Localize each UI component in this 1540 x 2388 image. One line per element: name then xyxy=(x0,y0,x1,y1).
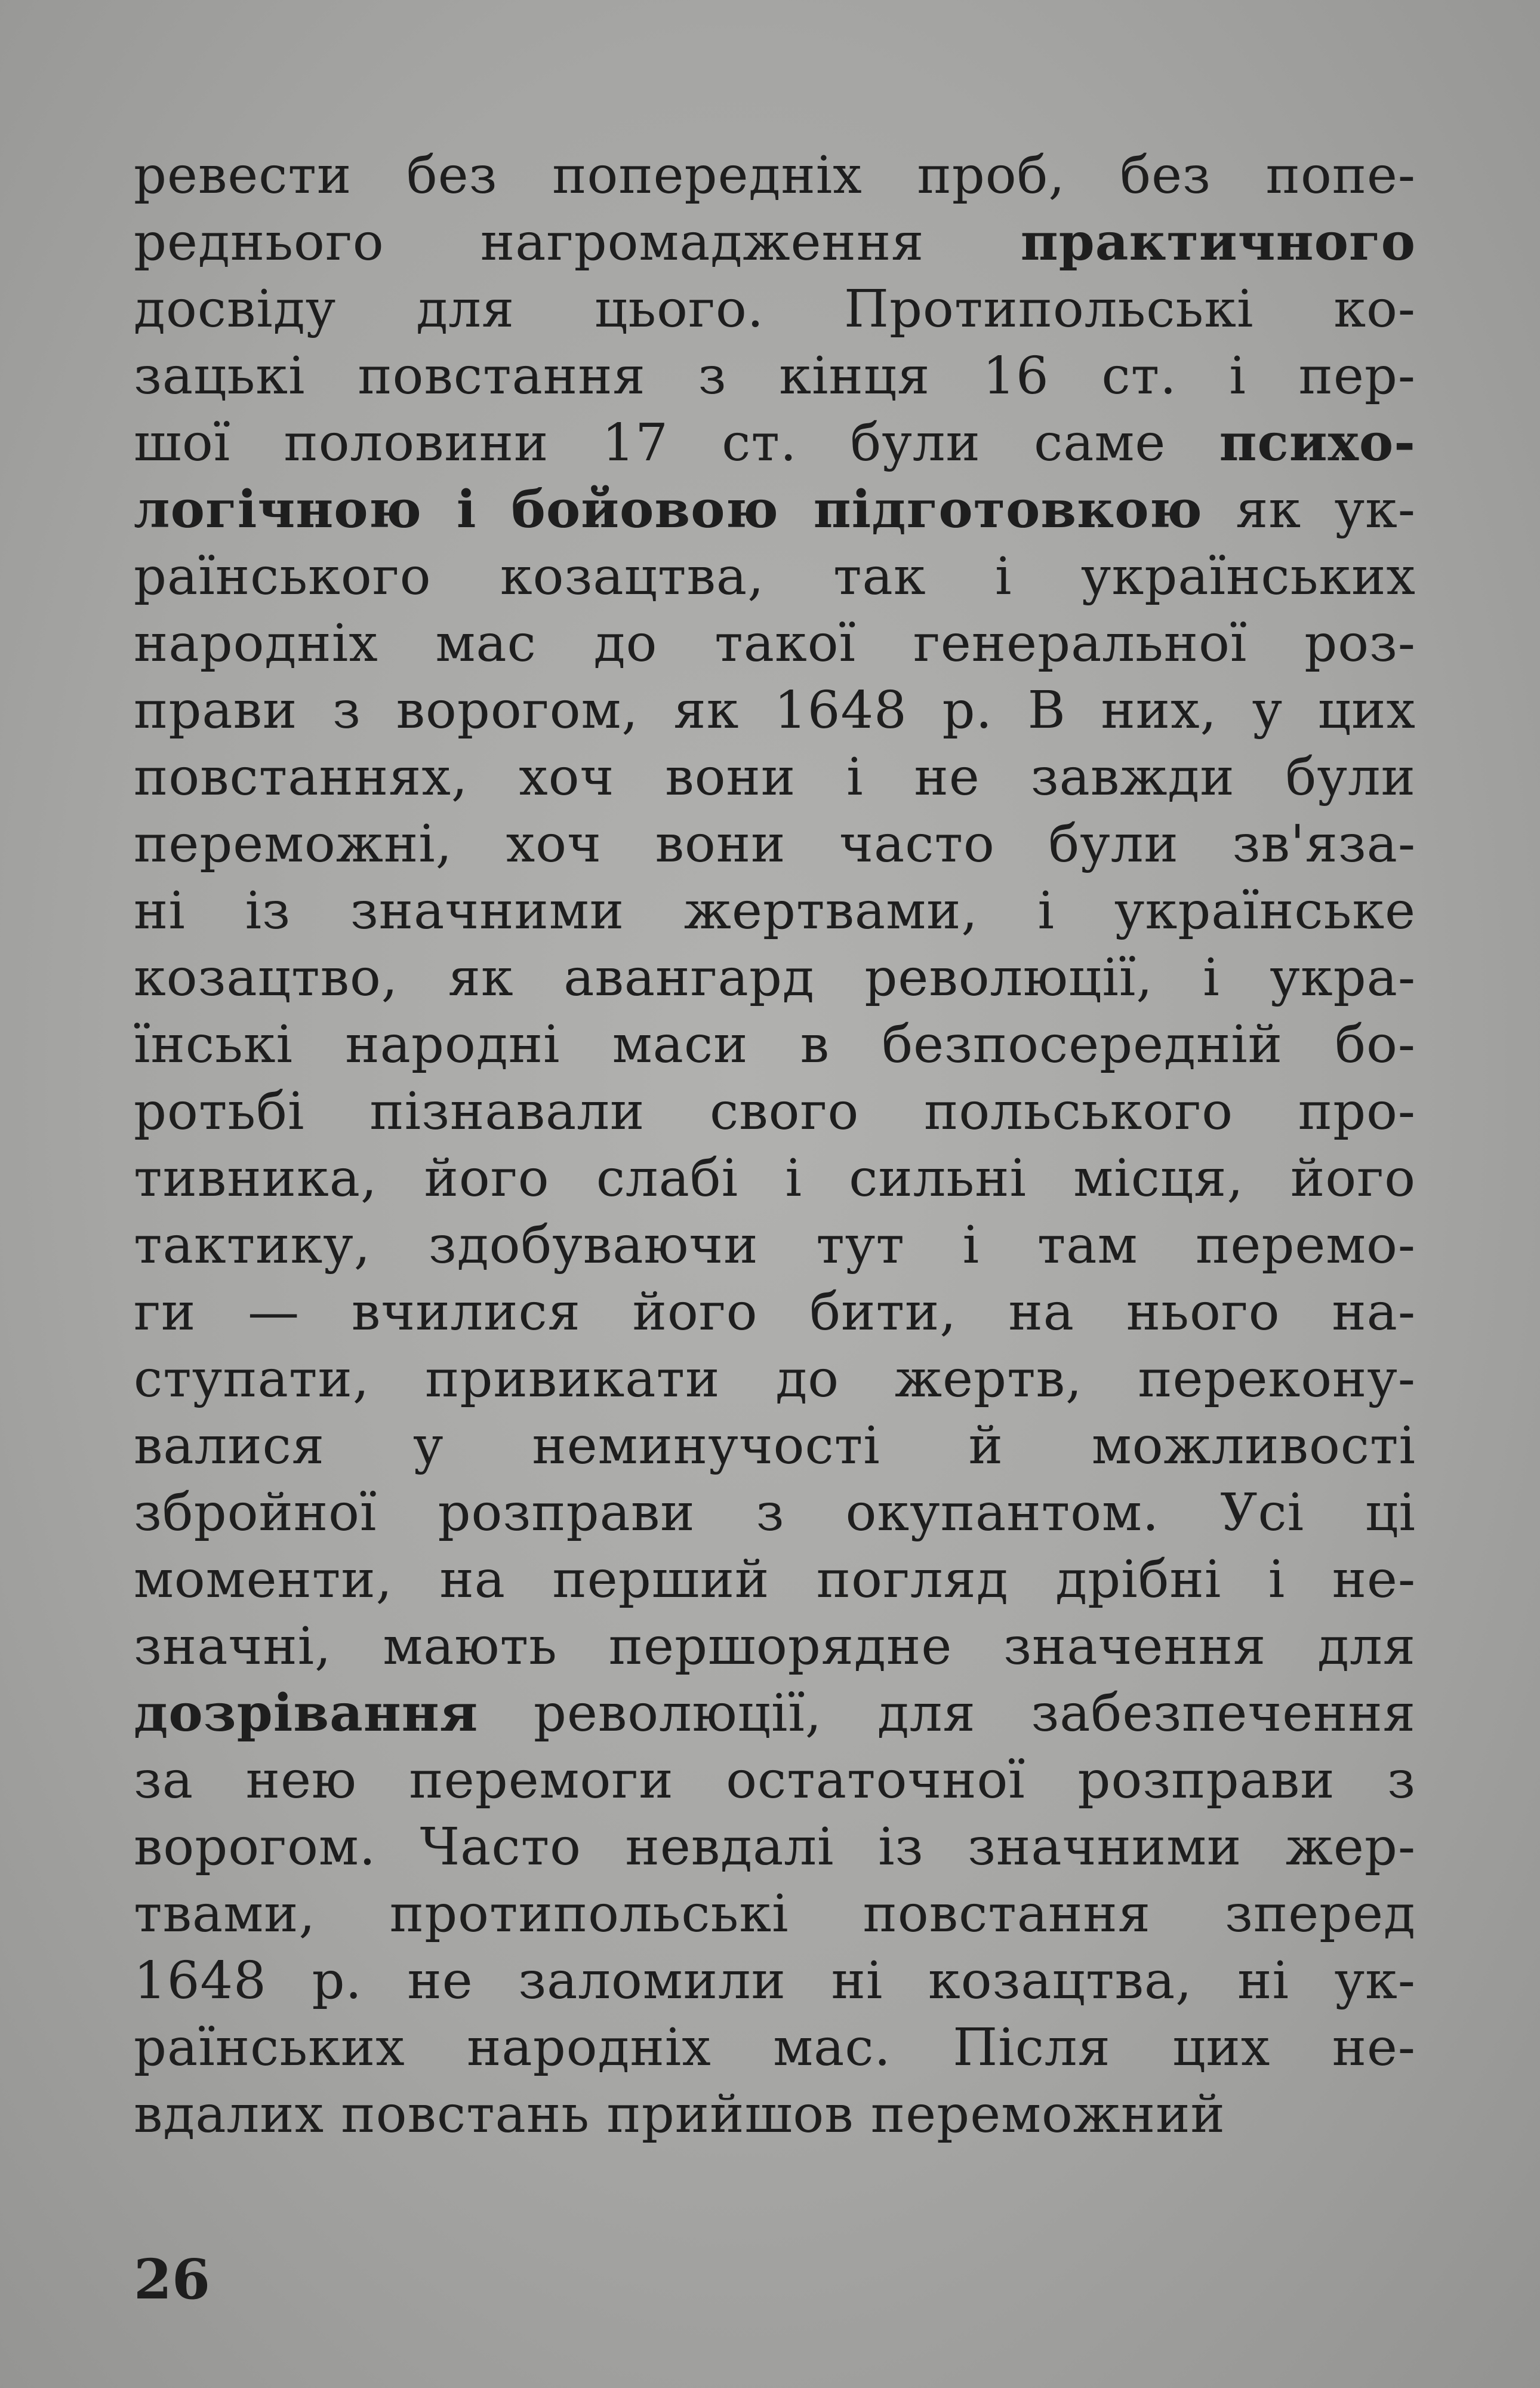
text-line xyxy=(134,1212,1416,1279)
text-run: значні, мають першорядне значення для xyxy=(134,1617,1416,1676)
text-run: твами, протипольські повстання зперед xyxy=(134,1884,1416,1944)
emphasized-text: дозрівання xyxy=(134,1683,479,1743)
text-line xyxy=(134,209,1416,276)
text-line xyxy=(134,1413,1416,1479)
text-line xyxy=(134,1078,1416,1145)
text-line xyxy=(134,1680,1416,1747)
text-line xyxy=(134,1145,1416,1212)
text-line xyxy=(134,1613,1416,1680)
text-run: досвіду для цього. Протипольські ко- xyxy=(134,279,1416,339)
text-run: ворогом. Часто невдалі із значними жер- xyxy=(134,1817,1416,1877)
page-number: 26 xyxy=(134,2247,211,2312)
text-line xyxy=(134,1546,1416,1613)
text-run: їнські народні маси в безпосередній бо- xyxy=(134,1015,1416,1075)
text-run: вдалих повстань прийшов переможний xyxy=(134,2085,1225,2144)
text-run: тактику, здобуваючи тут і там перемо- xyxy=(134,1215,1416,1275)
text-line xyxy=(134,944,1416,1011)
text-line xyxy=(134,343,1416,410)
emphasized-text: логічною і бойовою підготовкою xyxy=(134,479,1203,540)
text-line xyxy=(134,1747,1416,1814)
text-run: козацтво, як авангард революції, і укра- xyxy=(134,948,1416,1008)
text-line xyxy=(134,1011,1416,1078)
text-run: тивника, його слабі і сильні місця, його xyxy=(134,1149,1416,1208)
text-line xyxy=(134,1881,1416,1947)
emphasized-text: психо- xyxy=(1219,413,1416,473)
text-line xyxy=(134,610,1416,677)
text-line xyxy=(134,142,1416,209)
text-line xyxy=(134,1814,1416,1881)
text-run: ступати, привикати до жертв, перекону- xyxy=(134,1349,1416,1409)
text-run: за нею перемоги остаточної розправи з xyxy=(134,1750,1416,1810)
text-run: валися у неминучості й можливості xyxy=(134,1416,1416,1476)
text-run: народніх мас до такої генеральної роз- xyxy=(134,614,1416,673)
text-run: раїнських народніх мас. Після цих не- xyxy=(134,2018,1416,2078)
text-run: революції, для забезпечення xyxy=(478,1684,1416,1743)
text-run: шої половини 17 ст. були саме xyxy=(134,413,1219,473)
text-line xyxy=(134,1279,1416,1346)
text-run: ротьбі пізнавали свого польського про- xyxy=(134,1082,1416,1141)
text-run: прави з ворогом, як 1648 р. В них, у цих xyxy=(134,681,1416,740)
text-run: ревести без попередніх проб, без попе- xyxy=(134,146,1416,205)
text-line xyxy=(134,1947,1416,2014)
text-run: раїнського козацтва, так і українських xyxy=(134,547,1416,607)
text-run: переможні, хоч вони часто були зв'яза- xyxy=(134,814,1416,874)
emphasized-text: практичного xyxy=(1020,212,1416,272)
text-run: ги — вчилися його бити, на нього на- xyxy=(134,1282,1416,1342)
text-line xyxy=(134,410,1416,476)
text-run: повстаннях, хоч вони і не завжди були xyxy=(134,747,1416,807)
text-line xyxy=(134,744,1416,811)
text-line xyxy=(134,543,1416,610)
text-line xyxy=(134,878,1416,944)
text-run: 1648 р. не заломили ні козацтва, ні ук- xyxy=(134,1951,1416,2011)
text-line xyxy=(134,811,1416,878)
body-text xyxy=(134,142,1416,2148)
text-run: ні із значними жертвами, і українське xyxy=(134,881,1416,941)
text-line xyxy=(134,2081,1416,2148)
text-run: збройної розправи з окупантом. Усі ці xyxy=(134,1483,1416,1543)
text-line xyxy=(134,1479,1416,1546)
text-line xyxy=(134,677,1416,744)
text-run: реднього нагромадження xyxy=(134,213,1021,272)
text-line xyxy=(134,1346,1416,1413)
text-run: зацькі повстання з кінця 16 ст. і пер- xyxy=(134,346,1416,406)
text-line xyxy=(134,2014,1416,2081)
text-line xyxy=(134,476,1416,543)
text-line xyxy=(134,276,1416,343)
text-run: моменти, на перший погляд дрібні і не- xyxy=(134,1550,1416,1610)
text-run: як ук- xyxy=(1202,480,1416,540)
